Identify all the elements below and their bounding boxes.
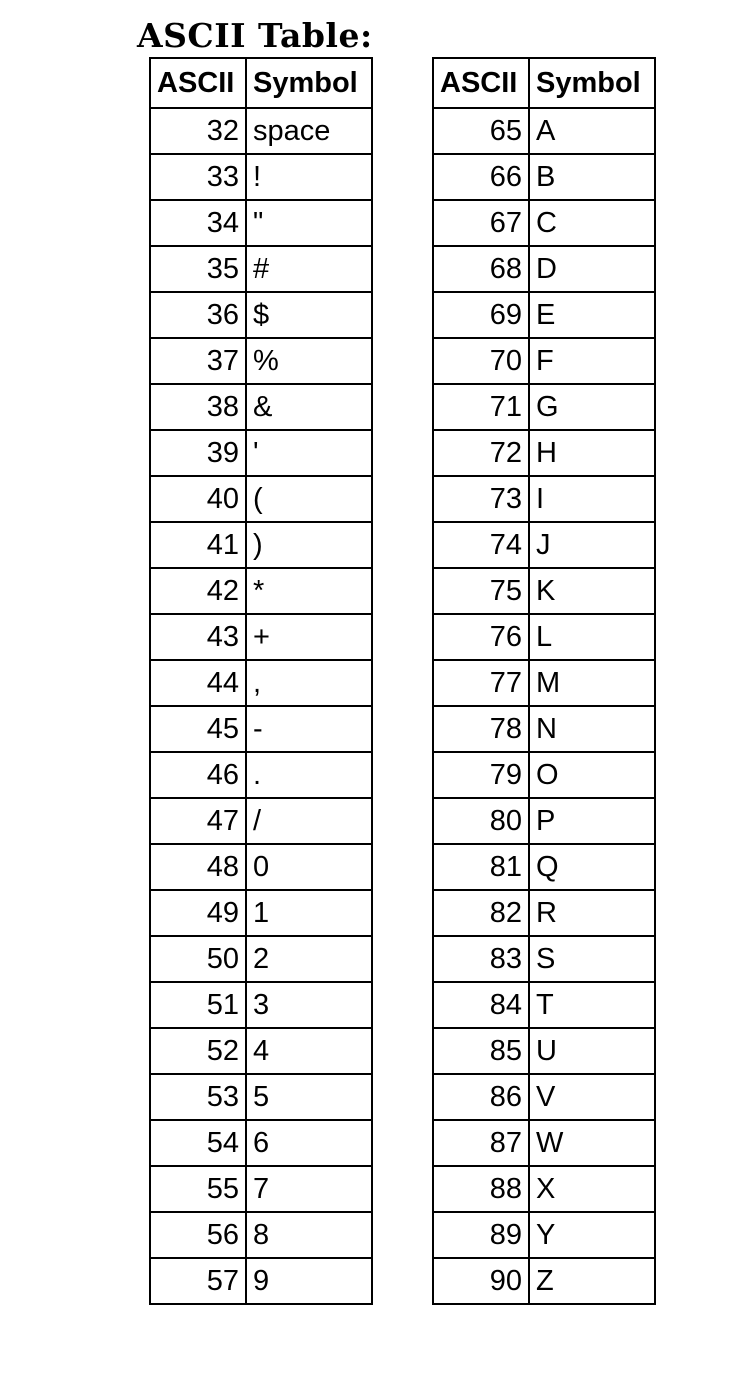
table-row	[433, 660, 655, 706]
symbol-cell: (	[246, 476, 372, 522]
ascii-code-cell: 71	[433, 384, 529, 430]
symbol-cell: ,	[246, 660, 372, 706]
ascii-code-cell: 40	[150, 476, 246, 522]
table-row	[150, 706, 372, 752]
table-row	[150, 108, 372, 154]
table-row	[433, 798, 655, 844]
table-row	[150, 1028, 372, 1074]
ascii-code-cell: 87	[433, 1120, 529, 1166]
symbol-cell: .	[246, 752, 372, 798]
table-row	[150, 1212, 372, 1258]
table-row	[150, 568, 372, 614]
symbol-cell: C	[529, 200, 655, 246]
ascii-code-cell: 82	[433, 890, 529, 936]
table-row	[433, 752, 655, 798]
table-row	[433, 430, 655, 476]
symbol-cell: Z	[529, 1258, 655, 1304]
table-row	[433, 384, 655, 430]
ascii-code-cell: 51	[150, 982, 246, 1028]
symbol-cell: W	[529, 1120, 655, 1166]
symbol-cell: P	[529, 798, 655, 844]
symbol-cell: F	[529, 338, 655, 384]
ascii-code-cell: 54	[150, 1120, 246, 1166]
ascii-table-left	[149, 57, 373, 1305]
ascii-code-cell: 39	[150, 430, 246, 476]
ascii-code-cell: 34	[150, 200, 246, 246]
symbol-cell: D	[529, 246, 655, 292]
symbol-cell: +	[246, 614, 372, 660]
table-row	[150, 890, 372, 936]
page-title: ASCII Table:	[137, 16, 373, 55]
symbol-cell: 7	[246, 1166, 372, 1212]
table-row	[150, 614, 372, 660]
table-body	[150, 108, 372, 1304]
table-row	[433, 1074, 655, 1120]
column-header-symbol: Symbol	[529, 58, 655, 108]
ascii-code-cell: 74	[433, 522, 529, 568]
ascii-code-cell: 78	[433, 706, 529, 752]
ascii-code-cell: 84	[433, 982, 529, 1028]
symbol-cell: 4	[246, 1028, 372, 1074]
table-row	[150, 660, 372, 706]
table-row	[150, 936, 372, 982]
symbol-cell: Q	[529, 844, 655, 890]
ascii-code-cell: 89	[433, 1212, 529, 1258]
table-row	[433, 1120, 655, 1166]
table-row	[150, 1166, 372, 1212]
table-row	[150, 1258, 372, 1304]
table-row	[150, 844, 372, 890]
table-body	[433, 108, 655, 1304]
table-row	[433, 1258, 655, 1304]
symbol-cell: space	[246, 108, 372, 154]
ascii-code-cell: 32	[150, 108, 246, 154]
ascii-code-cell: 48	[150, 844, 246, 890]
symbol-cell: 6	[246, 1120, 372, 1166]
symbol-cell: "	[246, 200, 372, 246]
ascii-code-cell: 56	[150, 1212, 246, 1258]
table-row	[150, 154, 372, 200]
symbol-cell: U	[529, 1028, 655, 1074]
table-row	[433, 246, 655, 292]
ascii-table-right	[432, 57, 656, 1305]
ascii-code-cell: 79	[433, 752, 529, 798]
table-row	[433, 706, 655, 752]
ascii-code-cell: 77	[433, 660, 529, 706]
ascii-code-cell: 65	[433, 108, 529, 154]
ascii-code-cell: 50	[150, 936, 246, 982]
symbol-cell: 5	[246, 1074, 372, 1120]
table-row	[150, 522, 372, 568]
table-row	[150, 338, 372, 384]
table-row	[433, 936, 655, 982]
table-row	[433, 614, 655, 660]
symbol-cell: $	[246, 292, 372, 338]
table-row	[433, 476, 655, 522]
ascii-code-cell: 70	[433, 338, 529, 384]
column-header-ascii: ASCII	[150, 58, 246, 108]
symbol-cell: R	[529, 890, 655, 936]
symbol-cell: V	[529, 1074, 655, 1120]
symbol-cell: 2	[246, 936, 372, 982]
table-row	[433, 890, 655, 936]
table-row	[150, 430, 372, 476]
ascii-code-cell: 41	[150, 522, 246, 568]
table-row	[433, 200, 655, 246]
ascii-code-cell: 68	[433, 246, 529, 292]
table-row	[150, 246, 372, 292]
ascii-code-cell: 88	[433, 1166, 529, 1212]
symbol-cell: J	[529, 522, 655, 568]
ascii-code-cell: 81	[433, 844, 529, 890]
ascii-code-cell: 37	[150, 338, 246, 384]
symbol-cell: 9	[246, 1258, 372, 1304]
ascii-code-cell: 66	[433, 154, 529, 200]
table-row	[433, 338, 655, 384]
ascii-code-cell: 45	[150, 706, 246, 752]
symbol-cell: *	[246, 568, 372, 614]
table-row	[433, 292, 655, 338]
table-row	[150, 1074, 372, 1120]
ascii-code-cell: 52	[150, 1028, 246, 1074]
symbol-cell: 0	[246, 844, 372, 890]
ascii-code-cell: 80	[433, 798, 529, 844]
ascii-code-cell: 42	[150, 568, 246, 614]
table-row	[433, 108, 655, 154]
symbol-cell: )	[246, 522, 372, 568]
symbol-cell: #	[246, 246, 372, 292]
ascii-code-cell: 76	[433, 614, 529, 660]
column-header-symbol: Symbol	[246, 58, 372, 108]
ascii-code-cell: 90	[433, 1258, 529, 1304]
ascii-code-cell: 36	[150, 292, 246, 338]
table-row	[433, 844, 655, 890]
symbol-cell: K	[529, 568, 655, 614]
ascii-code-cell: 67	[433, 200, 529, 246]
ascii-code-cell: 46	[150, 752, 246, 798]
ascii-code-cell: 57	[150, 1258, 246, 1304]
table-row	[150, 476, 372, 522]
symbol-cell: -	[246, 706, 372, 752]
ascii-code-cell: 43	[150, 614, 246, 660]
symbol-cell: 8	[246, 1212, 372, 1258]
table-row	[150, 752, 372, 798]
table-row	[150, 1120, 372, 1166]
symbol-cell: 3	[246, 982, 372, 1028]
table-row	[433, 982, 655, 1028]
symbol-cell: &	[246, 384, 372, 430]
symbol-cell: S	[529, 936, 655, 982]
ascii-code-cell: 47	[150, 798, 246, 844]
table-row	[150, 292, 372, 338]
symbol-cell: L	[529, 614, 655, 660]
symbol-cell: X	[529, 1166, 655, 1212]
symbol-cell: /	[246, 798, 372, 844]
symbol-cell: N	[529, 706, 655, 752]
ascii-code-cell: 44	[150, 660, 246, 706]
symbol-cell: M	[529, 660, 655, 706]
symbol-cell: '	[246, 430, 372, 476]
ascii-code-cell: 55	[150, 1166, 246, 1212]
table-row	[433, 568, 655, 614]
ascii-code-cell: 83	[433, 936, 529, 982]
ascii-code-cell: 72	[433, 430, 529, 476]
table-row	[433, 522, 655, 568]
table-header-row	[433, 58, 655, 108]
table-row	[433, 1212, 655, 1258]
symbol-cell: B	[529, 154, 655, 200]
symbol-cell: !	[246, 154, 372, 200]
symbol-cell: I	[529, 476, 655, 522]
table-row	[433, 1166, 655, 1212]
symbol-cell: Y	[529, 1212, 655, 1258]
ascii-code-cell: 33	[150, 154, 246, 200]
symbol-cell: E	[529, 292, 655, 338]
symbol-cell: 1	[246, 890, 372, 936]
table-row	[150, 982, 372, 1028]
ascii-code-cell: 49	[150, 890, 246, 936]
ascii-code-cell: 85	[433, 1028, 529, 1074]
symbol-cell: %	[246, 338, 372, 384]
ascii-code-cell: 38	[150, 384, 246, 430]
ascii-code-cell: 53	[150, 1074, 246, 1120]
symbol-cell: A	[529, 108, 655, 154]
table-row	[433, 154, 655, 200]
symbol-cell: T	[529, 982, 655, 1028]
symbol-cell: G	[529, 384, 655, 430]
ascii-code-cell: 35	[150, 246, 246, 292]
symbol-cell: O	[529, 752, 655, 798]
table-row	[150, 798, 372, 844]
ascii-code-cell: 73	[433, 476, 529, 522]
ascii-code-cell: 69	[433, 292, 529, 338]
table-row	[150, 200, 372, 246]
table-header-row	[150, 58, 372, 108]
column-header-ascii: ASCII	[433, 58, 529, 108]
symbol-cell: H	[529, 430, 655, 476]
ascii-code-cell: 75	[433, 568, 529, 614]
table-row	[433, 1028, 655, 1074]
table-row	[150, 384, 372, 430]
ascii-code-cell: 86	[433, 1074, 529, 1120]
